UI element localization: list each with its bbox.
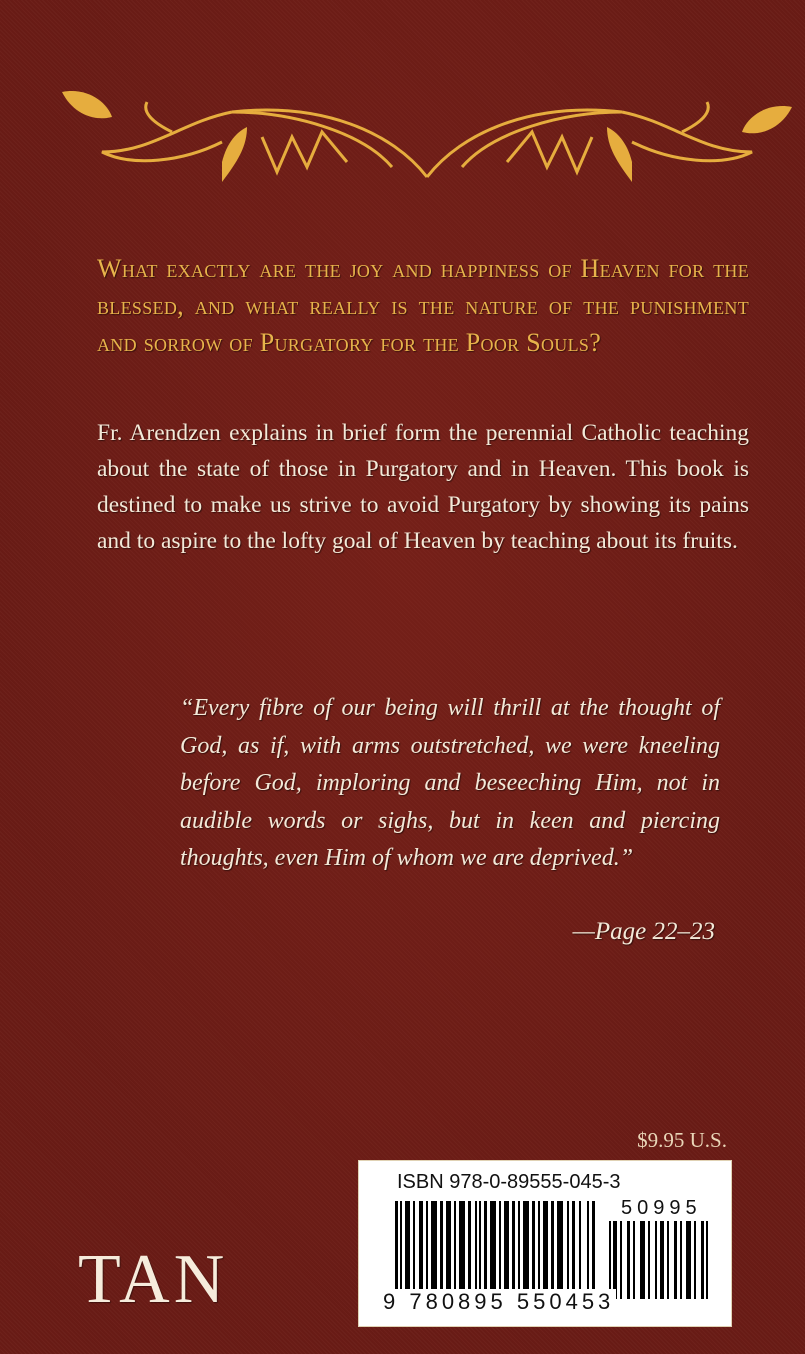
isbn-barcode — [358, 1160, 732, 1327]
teaser-heading — [97, 250, 749, 361]
quote-citation: —Page 22–23 — [572, 918, 715, 945]
ean-digits: 9 780895 550453 — [383, 1289, 615, 1314]
isbn-text: ISBN 978-0-89555-045-3 — [397, 1171, 621, 1193]
book-description — [97, 415, 749, 559]
pull-quote — [180, 690, 720, 878]
quote-text: “Every fibre of our being will thrill at the thought of God, as if, with arms outstretched, we were kneeling before God, imploring and beseeching Him, not in audible words or sighs, but in keen and piercing thoughts, even Him of whom we are deprived.” — [180, 695, 720, 871]
addon-barcode-icon — [609, 1221, 709, 1299]
teaser-text: What exactly are the joy and happiness of Heaven for the blessed, and what really is the nature of the punishment and sorrow of Purgatory for the Poor Souls? — [97, 254, 749, 357]
ean-barcode-icon — [395, 1201, 597, 1299]
publisher-logo: TAN — [78, 1241, 229, 1318]
addon-digits: 50995 — [621, 1197, 702, 1219]
price-label: $9.95 U.S. — [637, 1128, 727, 1152]
leaf-scroll-ornament-icon — [62, 82, 792, 192]
description-text: Fr. Arendzen explains in brief form the perennial Catholic teaching about the state of those in Purgatory and in Heaven. This book is destined to make us strive to avoid Purgatory by showing its pains and to aspire to the lofty goal of Heaven by teaching about its fruits. — [97, 420, 749, 554]
